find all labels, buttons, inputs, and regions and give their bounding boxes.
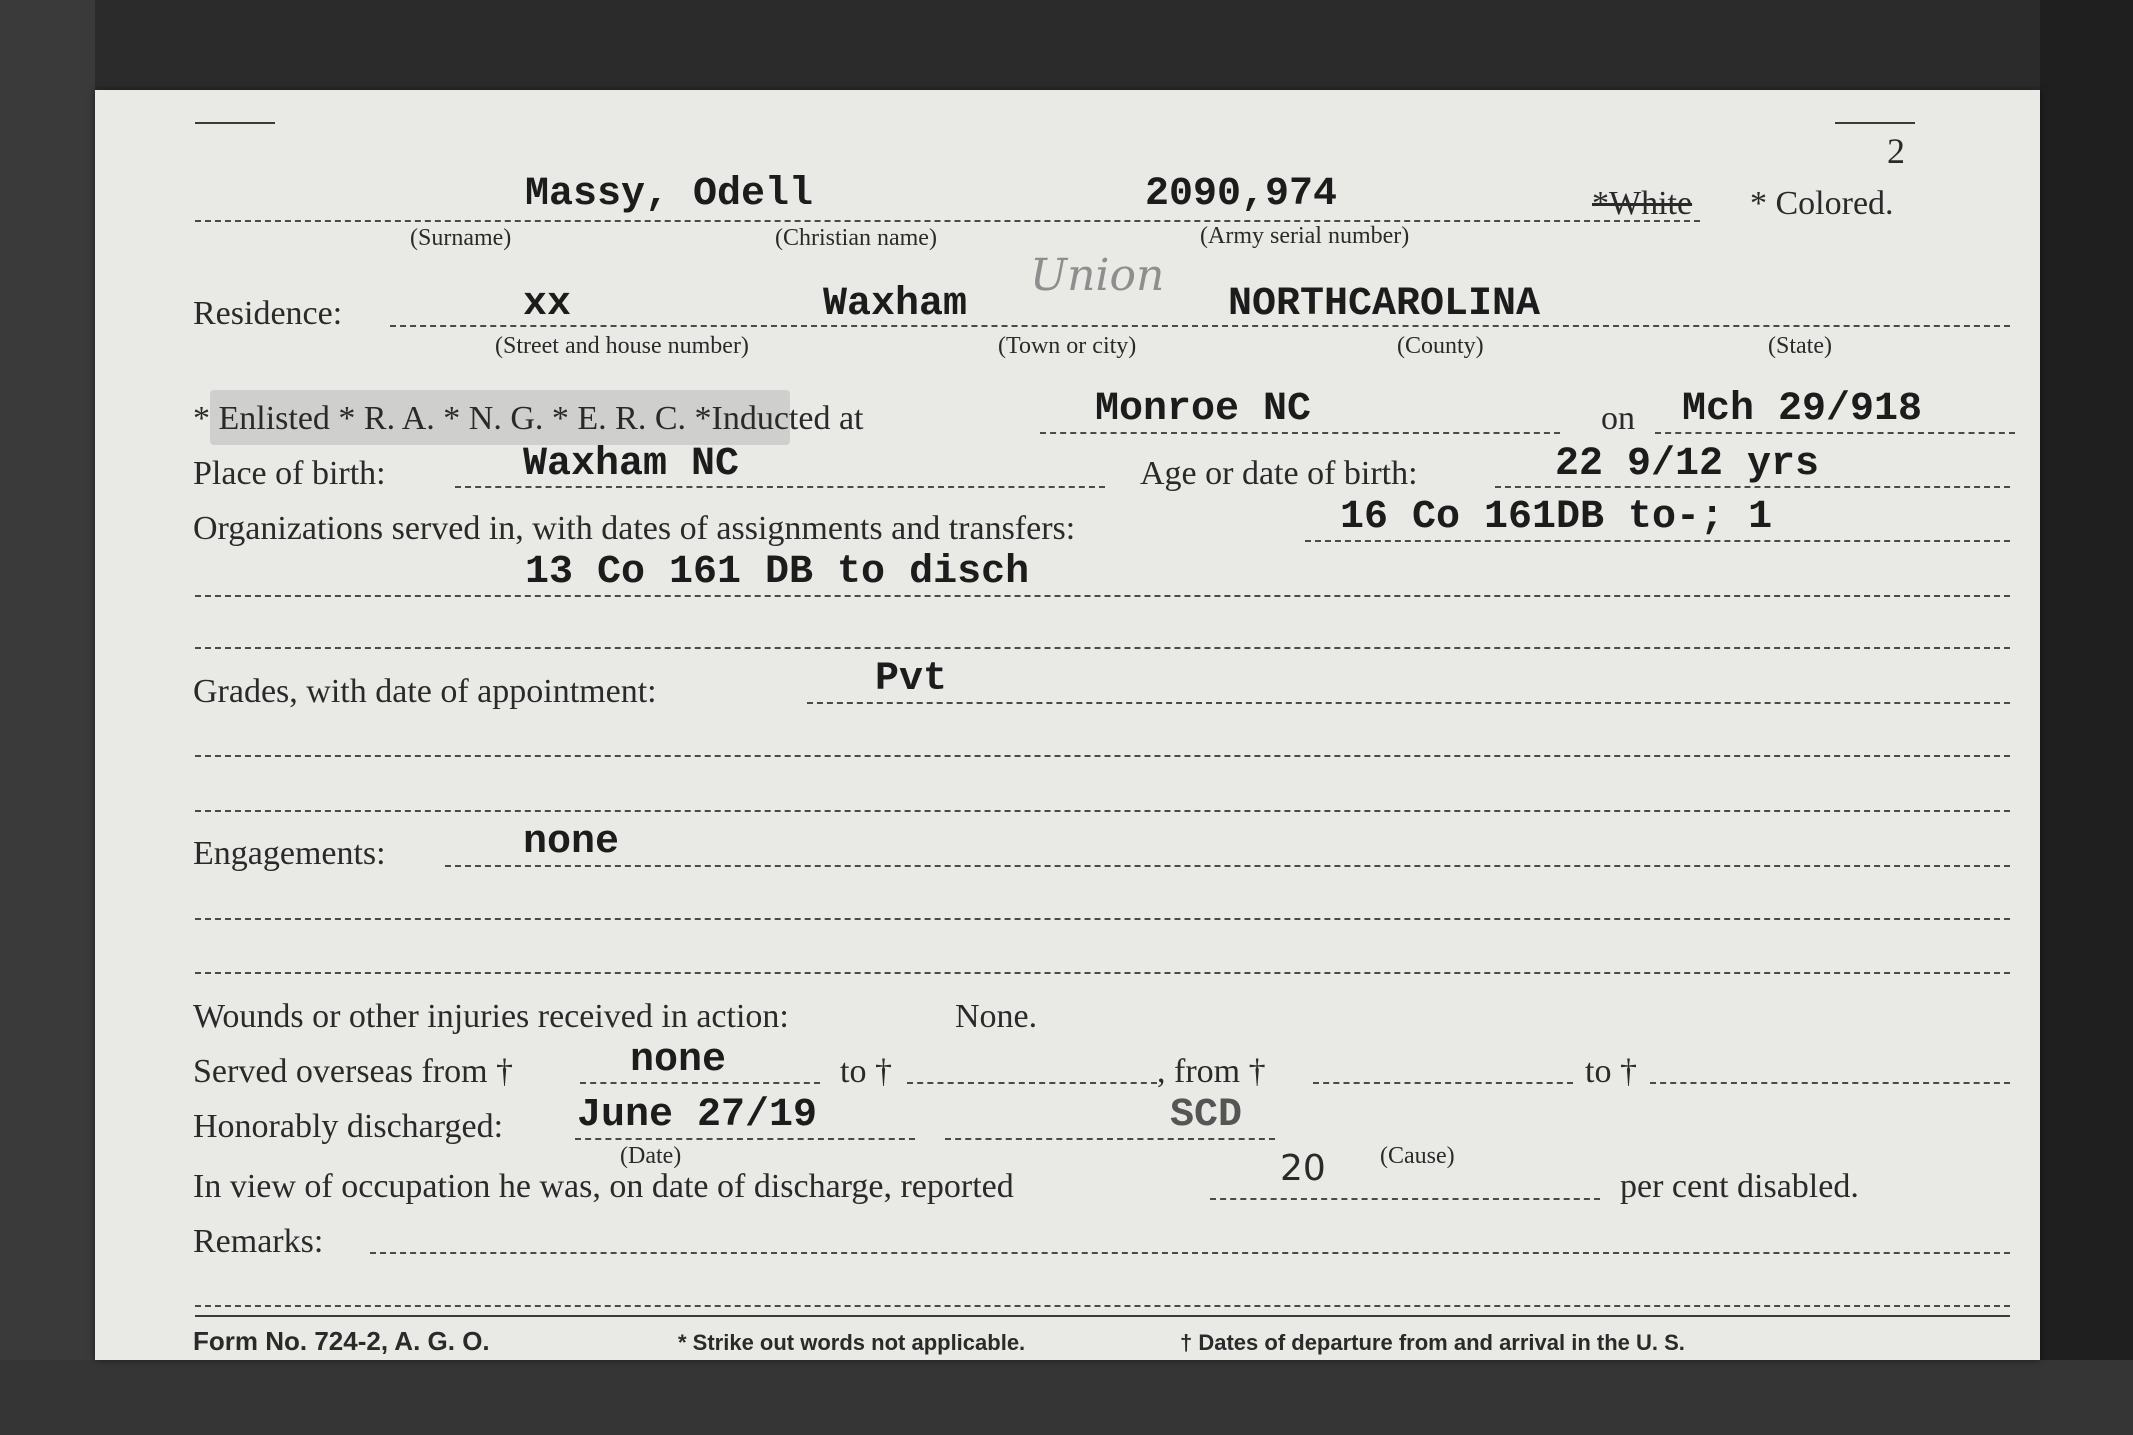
surname-name-value: Massy, Odell [525, 172, 814, 217]
disabled-pct-value: 20 [1280, 1148, 1326, 1189]
top-right-rule [1835, 122, 1915, 124]
footer-strike-note: * Strike out words not applicable. [678, 1330, 1026, 1355]
background-left-edge [0, 0, 95, 1435]
disabled-suffix: per cent disabled. [1620, 1168, 1859, 1205]
overseas-from-label: Served overseas from † [193, 1053, 514, 1090]
remarks-line-2 [195, 1305, 2010, 1307]
footer-rule [195, 1315, 2010, 1317]
top-left-rule [195, 122, 275, 124]
overseas-second-to-label: to † [1585, 1053, 1637, 1090]
serial-number-value: 2090,974 [1145, 172, 1338, 217]
overseas-to-label: to † [840, 1053, 892, 1090]
service-record-card [95, 90, 2040, 1360]
inducted-at-value: Monroe NC [1095, 387, 1312, 432]
discharged-date-value: June 27/19 [577, 1093, 818, 1138]
engagements-line-1 [445, 865, 2010, 867]
card-number: 2 [1887, 131, 1905, 171]
grade-value: Pvt [875, 657, 948, 702]
grades-line-2 [195, 755, 2010, 757]
inducted-at-line [1040, 432, 1560, 434]
county-handwritten-value: Union [1030, 250, 1165, 301]
on-label: on [1601, 400, 1635, 437]
christian-name-caption: (Christian name) [775, 225, 937, 251]
street-value: xx [523, 282, 572, 327]
enlisted-label: * Enlisted * R. A. * N. G. * E. R. C. *Inducted at [193, 400, 864, 437]
footer-dates-note: † Dates of departure from and arrival in the U. S. [1180, 1330, 1685, 1355]
disabled-line [1210, 1198, 1600, 1200]
overseas-second-from-label: , from † [1157, 1053, 1266, 1090]
cause-value: SCD [1170, 1093, 1243, 1138]
grades-line-1 [807, 702, 2010, 704]
state-value: NORTHCAROLINA [1228, 282, 1541, 327]
overseas-to-line [907, 1082, 1157, 1084]
overseas-second-to-line [1650, 1082, 2010, 1084]
race-white-label: *White [1592, 185, 1693, 222]
county-caption: (County) [1397, 333, 1484, 359]
organizations-line-1 [1305, 540, 2010, 542]
wounds-label: Wounds or other injuries received in action: [193, 998, 789, 1035]
background-right-edge [2040, 0, 2133, 1435]
footer-form-number: Form No. 724-2, A. G. O. [193, 1326, 490, 1356]
engagements-line-3 [195, 972, 2010, 974]
age-label: Age or date of birth: [1140, 455, 1418, 492]
organizations-line-3 [195, 647, 2010, 649]
town-caption: (Town or city) [998, 333, 1137, 359]
organizations-line-2 [195, 595, 2010, 597]
birth-place-label: Place of birth: [193, 455, 386, 492]
grades-line-3 [195, 810, 2010, 812]
organizations-label: Organizations served in, with dates of assignments and transfers: [193, 510, 1076, 547]
disabled-label: In view of occupation he was, on date of discharge, reported [193, 1168, 1014, 1205]
street-caption: (Street and house number) [495, 333, 749, 359]
remarks-label: Remarks: [193, 1223, 324, 1260]
state-caption: (State) [1768, 333, 1832, 359]
town-value: Waxham [823, 282, 968, 327]
name-line [195, 220, 1700, 222]
age-value: 22 9/12 yrs [1555, 442, 1820, 487]
residence-label: Residence: [193, 295, 343, 332]
race-colored-label: * Colored. [1750, 185, 1894, 222]
overseas-second-from-line [1313, 1082, 1573, 1084]
birth-place-value: Waxham NC [523, 442, 740, 487]
serial-caption: (Army serial number) [1200, 223, 1410, 249]
remarks-line-1 [370, 1252, 2010, 1254]
engagements-line-2 [195, 918, 2010, 920]
organizations-value-2: 13 Co 161 DB to disch [525, 550, 1030, 595]
inducted-date-value: Mch 29/918 [1682, 387, 1923, 432]
date-caption: (Date) [620, 1143, 682, 1169]
grades-label: Grades, with date of appointment: [193, 673, 657, 710]
engagements-label: Engagements: [193, 835, 386, 872]
organizations-value-1: 16 Co 161DB to-; 1 [1340, 495, 1773, 540]
cause-line [945, 1138, 1275, 1140]
cause-caption: (Cause) [1380, 1143, 1455, 1169]
residence-line [390, 325, 2010, 327]
discharged-date-line [575, 1138, 915, 1140]
overseas-from-value: none [630, 1038, 727, 1083]
background-bottom-strip [0, 1360, 2133, 1435]
discharged-label: Honorably discharged: [193, 1108, 504, 1145]
inducted-date-line [1655, 432, 2015, 434]
engagements-value: none [523, 820, 620, 865]
surname-caption: (Surname) [410, 225, 512, 251]
wounds-value: None. [955, 998, 1038, 1035]
